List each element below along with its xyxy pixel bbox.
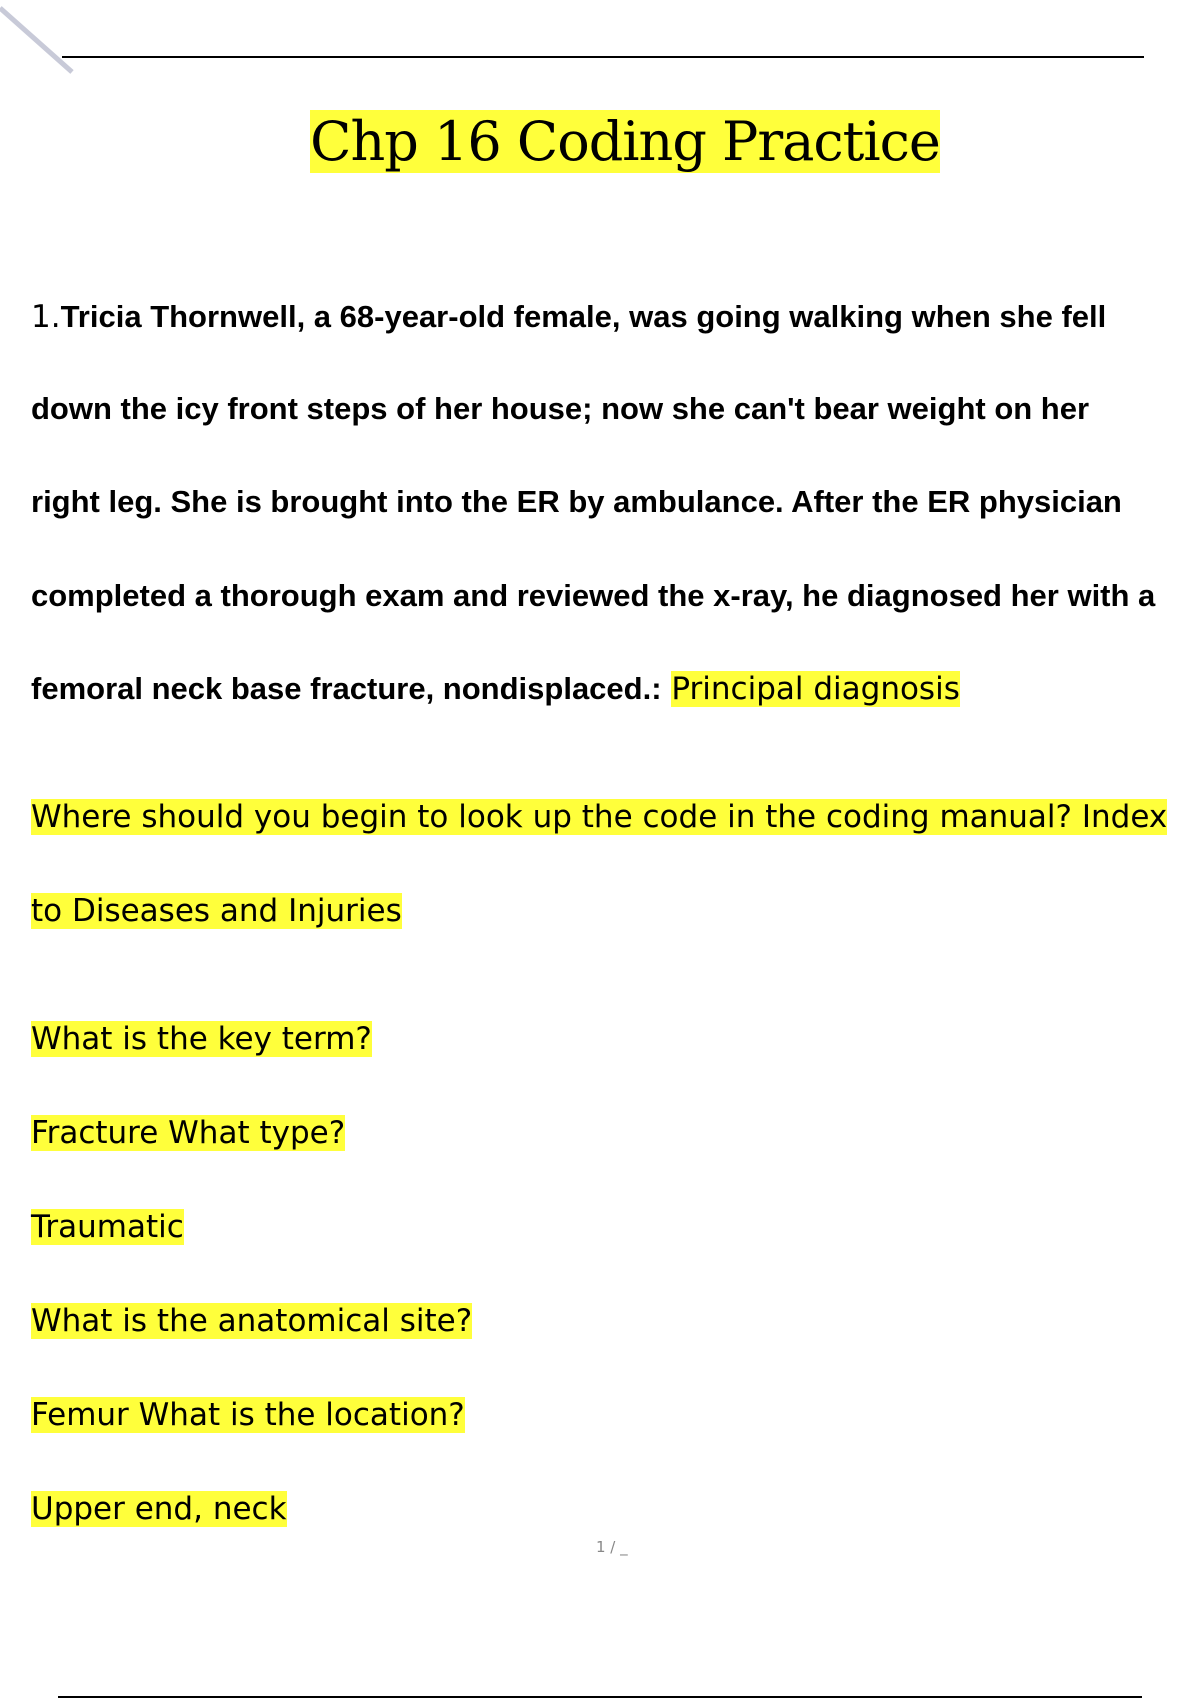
answer-line: What is the anatomical site? [31,1303,473,1339]
page-number: 1 / _ [596,1538,628,1556]
question-text-5: femoral neck base fracture, nondisplaced.: [31,671,662,706]
page-title [0,106,1200,178]
answer-line: What is the key term? [31,1021,372,1057]
principal-diagnosis-answer: Principal diagnosis [671,671,960,707]
answer-line: to Diseases and Injuries [31,893,402,929]
question-text-1: Tricia Thornwell, a 68-year-old female, was going walking when she fell [60,299,1107,334]
question-line-2: down the icy front steps of her house; now she can't bear weight on her [31,391,1090,426]
bottom-rule [58,1696,1142,1698]
answer-line: Where should you begin to look up the code in the coding manual? Index [31,799,1168,835]
question-number: 1. [31,299,61,335]
answer-line: Femur What is the location? [31,1397,465,1433]
question-line-3: right leg. She is brought into the ER by ambulance. After the ER physician [31,484,1122,519]
top-rule [62,56,1144,58]
answer-line: Upper end, neck [31,1491,287,1527]
answer-line: Traumatic [31,1209,184,1245]
answer-line: Fracture What type? [31,1115,346,1151]
question-line-1 [31,295,1106,339]
title-text: Chp 16 Coding Practice [310,110,940,173]
question-line-5 [31,667,960,711]
corner-fold-mark [0,0,80,80]
question-line-4: completed a thorough exam and reviewed the x-ray, he diagnosed her with a [31,578,1156,613]
